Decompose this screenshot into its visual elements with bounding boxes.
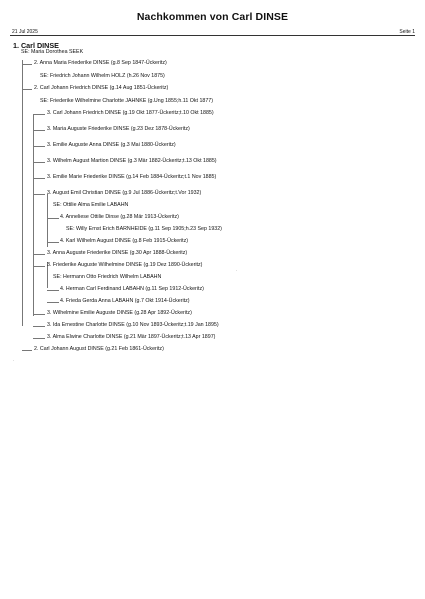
descendant-entry: 4. Karl Wilhelm August DINSE (g.8 Feb 1915-Ückeritz)	[60, 238, 189, 244]
tree-connector	[22, 60, 23, 326]
tree-connector	[33, 326, 45, 327]
descendant-entry: 2. Carl Johann August DINSE (g.21 Feb 1861-Ückeritz)	[34, 346, 164, 352]
descendant-entry: 3. Emilie Marie Friederike DINSE (g.14 Feb 1884-Ückeritz;t.1 Nov 1885)	[47, 174, 217, 180]
tree-connector	[47, 302, 59, 303]
spouse-entry: SE: Hermann Otto Friedrich Wilhelm LABAHN	[53, 274, 162, 280]
tree-connector	[33, 314, 45, 315]
page-number: Seite 1	[399, 29, 415, 35]
tree-connector	[22, 89, 32, 90]
tree-connector	[33, 162, 45, 163]
header-divider	[10, 35, 415, 36]
descendant-entry: 2. Anna Maria Friederike DINSE (g.8 Sep 1847-Ückeritz)	[34, 60, 167, 66]
descendant-entry: 3. August Emil Christian DINSE (g.9 Jul 1886-Ückeritz;t.Vor 1932)	[47, 190, 202, 196]
descendant-entry: 3. Wilhelm August Martion DINSE (g.3 Mär 1882-Ückeritz;t.13 Okt 1885)	[47, 158, 217, 164]
spouse-entry: SE: Friedrich Johann Wilhelm HOLZ (h.26 Nov 1875)	[40, 73, 165, 79]
tree-connector	[33, 130, 45, 131]
tree-connector	[33, 194, 45, 195]
spouse-entry: SE: Willy Ernst Erich BARNHEIDE (g.11 Sep 1905;h.23 Sep 1932)	[66, 226, 222, 232]
tree-connector	[33, 114, 45, 115]
scan-speck: ·	[236, 268, 238, 273]
tree-connector	[47, 242, 59, 243]
descendant-entry: 4. Herman Carl Ferdinand LABAHN (g.11 Sep 1912-Ückeritz)	[60, 286, 204, 292]
tree-connector	[33, 254, 45, 255]
tree-connector	[33, 338, 45, 339]
page-title: Nachkommen von Carl DINSE	[136, 11, 289, 23]
descendant-entry: 3. Wilhelmine Emilie Auguste DINSE (g.28 Apr 1892-Ückeritz)	[47, 310, 192, 316]
descendant-entry: 3. Emilie Auguste Anna DINSE (g.3 Mai 1880-Ückeritz)	[47, 142, 176, 148]
descendant-entry: 3. Anna Auguste Friederike DINSE (g.30 Apr 1888-Ückeritz)	[47, 250, 188, 256]
tree-connector	[33, 146, 45, 147]
tree-connector	[47, 218, 59, 219]
tree-connector	[22, 350, 32, 351]
report-date: 21 Jul 2025	[12, 29, 38, 35]
descendant-entry: 3. Ida Ernestine Charlotte DINSE (g.10 Nov 1893-Ückeritz;t.19 Jan 1895)	[47, 322, 219, 328]
tree-connector	[47, 290, 59, 291]
tree-connector	[33, 266, 45, 267]
tree-connector	[33, 178, 45, 179]
scan-speck: ·	[13, 358, 15, 363]
spouse-entry: SE: Ottilie Alma Emilie LABAHN	[53, 202, 129, 208]
descendant-entry: 3. Friederike Auguste Wilhelmine DINSE (g.19 Dez 1890-Ückeritz)	[47, 262, 203, 268]
tree-connector	[47, 194, 48, 247]
descendant-entry: 2. Carl Johann Friedrich DINSE (g.14 Aug 1851-Ückeritz)	[34, 85, 169, 91]
tree-connector	[22, 64, 32, 65]
tree-connector	[33, 114, 34, 316]
root-ancestor: 1. Carl DINSE	[13, 41, 59, 50]
descendant-entry: 3. Maria Auguste Friederike DINSE (g.23 Dez 1878-Ückeritz)	[47, 126, 190, 132]
spouse-entry: SE: Friederike Wilhelmine Charlotte JAHNKE (g.Ung 1855;h.11 Okt 1877)	[40, 98, 214, 104]
descendant-entry: 4. Frieda Gerda Anna LABAHN (g.7 Okt 1914-Ückeritz)	[60, 298, 190, 304]
spouse-entry: SE: Maria Dorothea SEEK	[21, 49, 84, 55]
descendant-entry: 3. Alma Elwine Charlotte DINSE (g.21 Mär 1897-Ückeritz;t.13 Apr 1897)	[47, 334, 216, 340]
descendant-entry: 4. Anneliese Ottilie Dinse (g.28 Mär 1913-Ückeritz)	[60, 214, 179, 220]
descendant-entry: 3. Carl Johann Friedrich DINSE (g.19 Okt 1877-Ückeritz;t.10 Okt 1885)	[47, 110, 214, 116]
